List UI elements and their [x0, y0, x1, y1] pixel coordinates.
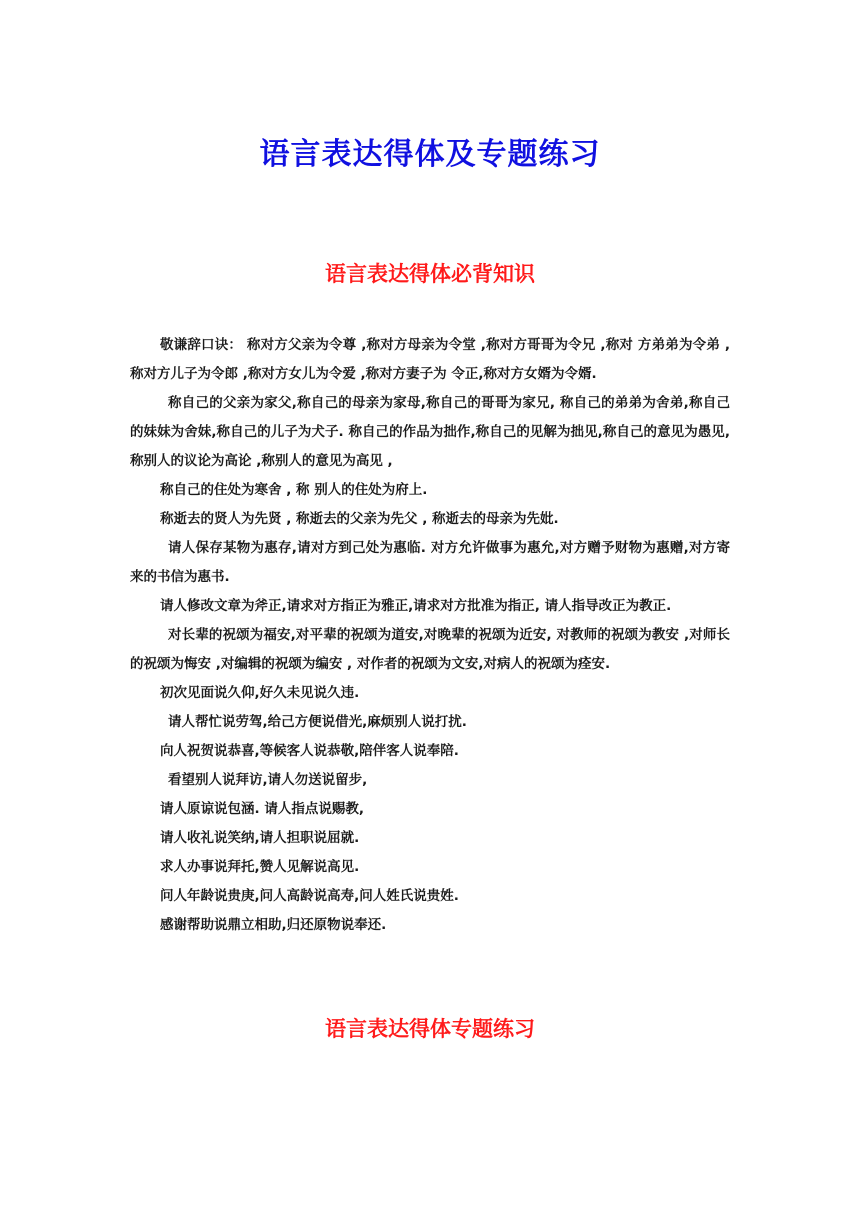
paragraph: 问人年龄说贵庚,问人高龄说高寿,问人姓氏说贵姓.	[160, 888, 459, 904]
paragraph: 称逝去的贤人为先贤 , 称逝去的父亲为先父 , 称逝去的母亲为先妣.	[160, 511, 559, 527]
paragraph: 请人原谅说包涵. 请人指点说赐教,	[160, 801, 364, 817]
paragraph: 请人收礼说笑纳,请人担职说屈就.	[160, 830, 360, 846]
paragraph: 称自己的住处为寒舍 , 称 别人的住处为府上.	[160, 482, 428, 498]
paragraph: 请人保存某物为惠存,请对方到己处为惠临. 对方允许做事为惠允,对方赠予财物为惠赠,对方寄来的书信为惠书.	[130, 540, 730, 585]
paragraph: 请人帮忙说劳驾,给己方便说借光,麻烦别人说打扰.	[168, 714, 467, 730]
paragraph: 称自己的父亲为家父,称自己的母亲为家母,称自己的哥哥为家兄, 称自己的弟弟为舍弟,称自己的妹妹为舍妹,称自己的儿子为犬子. 称自己的作品为拙作,称自己的见解为拙见,称自己的意见为愚见, 称别人的议论为高论 ,称别人的意见为高见 ,	[130, 395, 730, 469]
paragraph: 感谢帮助说鼎立相助,归还原物说奉还.	[160, 917, 387, 933]
document-title: 语言表达得体及专题练习	[259, 137, 601, 172]
paragraph: 敬谦辞口诀： 称对方父亲为令尊 ,称对方母亲为令堂 ,称对方哥哥为令兄 ,称对 方弟弟为令弟 ,称对方儿子为令郎 ,称对方女儿为令爱 ,称对方妻子为 令正,称对方女婿为令婿.	[130, 337, 730, 382]
paragraph: 初次见面说久仰,好久未见说久违.	[160, 685, 360, 701]
paragraph: 求人办事说拜托,赞人见解说高见.	[160, 859, 360, 875]
paragraph: 对长辈的祝颂为福安,对平辈的祝颂为道安,对晚辈的祝颂为近安, 对教师的祝颂为教安 ,对师长的祝颂为悔安 ,对编辑的祝颂为编安 , 对作者的祝颂为文安,对病人的祝颂为痊安.	[130, 627, 730, 672]
section-heading-exercises: 语言表达得体专题练习	[325, 1017, 535, 1041]
paragraph: 看望别人说拜访,请人勿送说留步,	[168, 772, 368, 788]
document-body	[130, 331, 730, 940]
paragraph: 向人祝贺说恭喜,等候客人说恭敬,陪伴客人说奉陪.	[160, 743, 459, 759]
paragraph: 请人修改文章为斧正,请求对方指正为雅正,请求对方批准为指正, 请人指导改正为教正.	[160, 598, 672, 614]
section-heading-knowledge: 语言表达得体必背知识	[325, 262, 535, 286]
